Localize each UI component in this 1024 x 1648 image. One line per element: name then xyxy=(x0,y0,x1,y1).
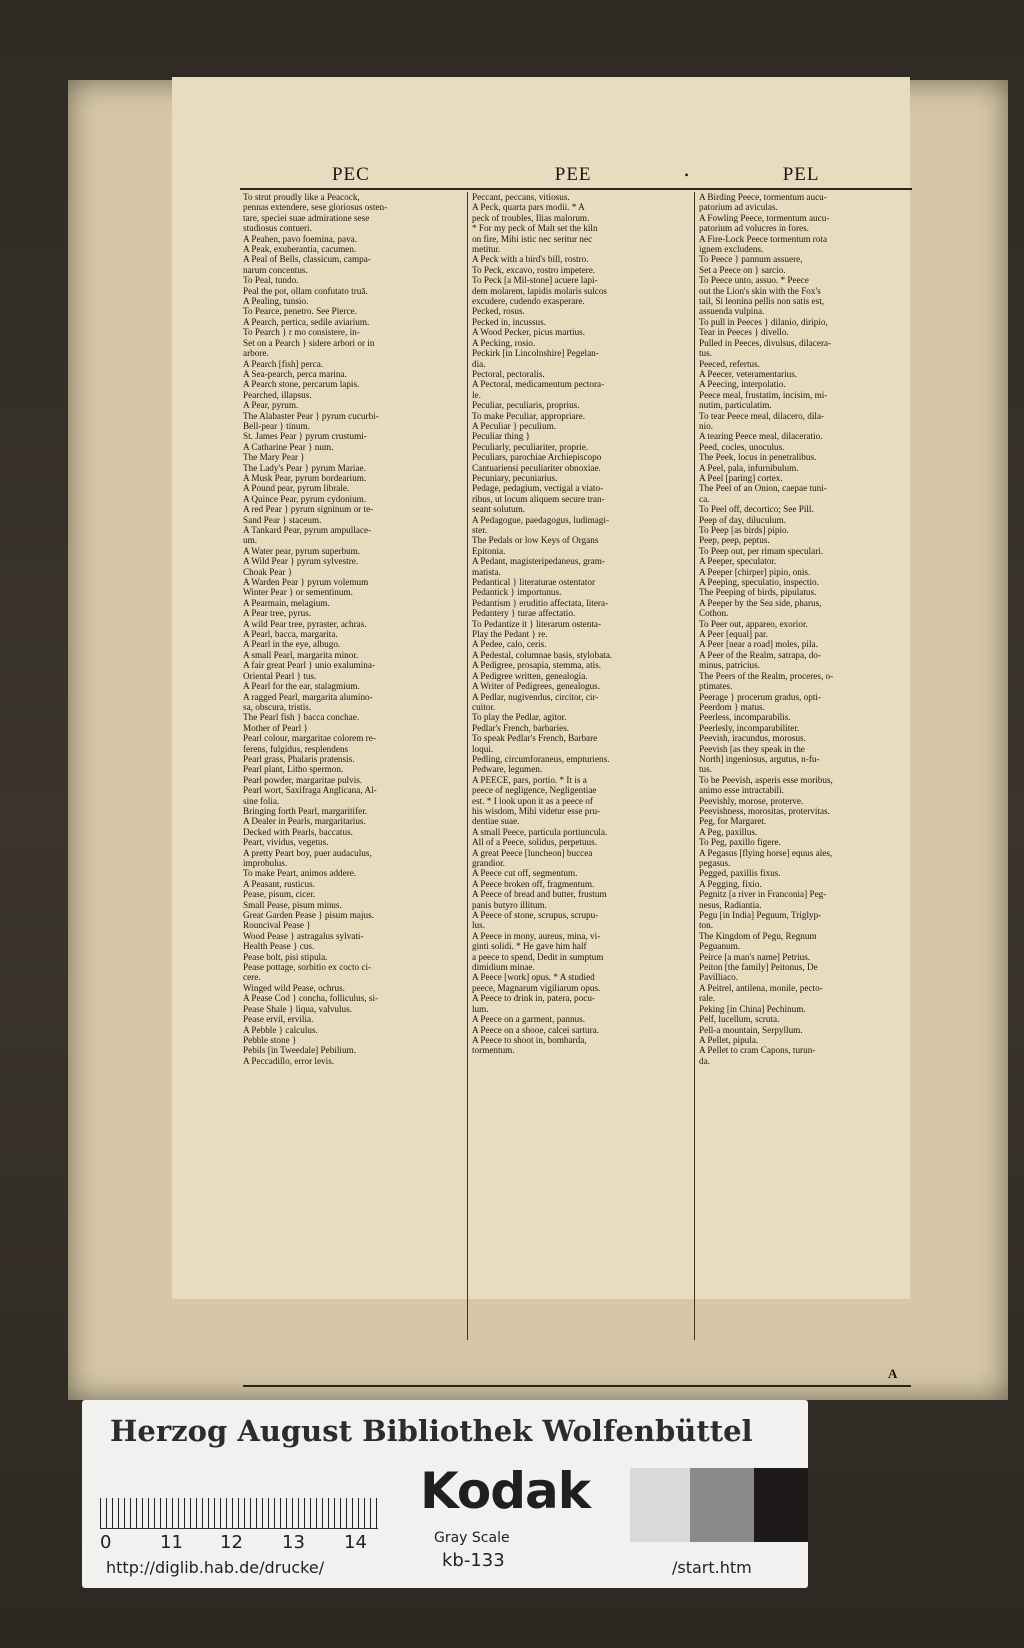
entry-line: patorium ad aviculas. xyxy=(699,202,778,213)
entry-line: A small Peece, particula portiuncula. xyxy=(472,826,608,837)
entry-line: A Peck with a bird's bill, rostro. xyxy=(472,254,589,265)
entry-line: lum. xyxy=(472,1003,489,1014)
calibration-card xyxy=(82,1400,808,1588)
entry-line: excudere, cudendo exasperare. xyxy=(472,296,585,307)
entry-line: A Pectoral, medicamentum pectora- xyxy=(472,379,605,390)
entry-line: dia. xyxy=(472,358,486,369)
entry-line: The Mary Pear } xyxy=(243,452,305,463)
entry-line: Pecked in, incussus. xyxy=(472,316,547,327)
entry-line: tare, speciei suae admiratione sese xyxy=(243,212,370,223)
entry-line: A Peculiar } peculium. xyxy=(472,420,557,431)
entry-line: Pedantery } turae affectatio. xyxy=(472,608,576,619)
entry-line: A Peece to drink in, patera, pocu- xyxy=(472,993,595,1004)
entry-line: improbulus. xyxy=(243,858,288,868)
entry-line: A Peece cut off, segmentum. xyxy=(472,868,578,879)
header-mark: • xyxy=(684,167,690,182)
entry-line: To Peer out, appareo, exorior. xyxy=(699,618,808,629)
entry-line: Peking [in China] Pechinum. xyxy=(699,1003,806,1014)
entry-line: A Pellet to cram Capons, turun- xyxy=(699,1045,816,1056)
entry-line: A Pearl for the ear, stalagmium. xyxy=(243,681,360,692)
entry-line: A Sea-pearch, perca marina. xyxy=(243,368,347,379)
entry-line: A Peel [paring] cortex. xyxy=(699,472,783,483)
entry-line: minus, patricius. xyxy=(699,660,760,671)
entry-line: A Pedlar, nugivendus, circitor, cir- xyxy=(472,691,599,702)
entry-line: dimidium minae. xyxy=(472,962,535,973)
entry-line: To Peece unto, assuo. * Peece xyxy=(699,275,809,286)
entry-line: panis butyro illitum. xyxy=(472,899,547,910)
entry-line: Pearl wort, Saxifraga Anglicana, Al- xyxy=(243,785,377,796)
entry-line: To Pearch } r mo consistere, in- xyxy=(243,327,360,338)
entry-line: Peerage } procerum gradus, opti- xyxy=(699,691,822,702)
entry-line: A wild Pear tree, pyraster, achras. xyxy=(243,618,367,629)
entry-line: To Peal, tundo. xyxy=(243,275,299,286)
ruler-number: 13 xyxy=(282,1532,305,1553)
entry-line: Pedantick } importunus. xyxy=(472,587,562,598)
item-code: kb-133 xyxy=(442,1550,505,1571)
entry-line: A Tankard Pear, pyrum ampullace- xyxy=(243,525,372,535)
entry-line: A Pearl in the eye, albugo. xyxy=(243,639,341,650)
entry-line: Pease Shale } liqua, valvulus. xyxy=(243,1003,353,1014)
entry-line: ginti solidi. * He gave him half xyxy=(472,941,587,952)
url-left: http://diglib.hab.de/drucke/ xyxy=(106,1558,325,1577)
entry-line: ribus, ut locum aliquem secure tran- xyxy=(472,493,605,504)
entry-line: Bell-pear } tinum. xyxy=(243,420,310,431)
entry-line: A Peece [work] opus. * A studied xyxy=(472,972,595,983)
entry-line: Peece meal, frustatim, incisim, mi- xyxy=(699,389,828,400)
entry-line: The Pearl fish } bacca conchae. xyxy=(243,712,360,723)
entry-line: A Fowling Peece, tormentum aucu- xyxy=(699,212,830,223)
entry-line: Choak Pear } xyxy=(243,566,293,577)
entry-line: seant solutum. xyxy=(472,504,526,515)
entry-line: A Musk Pear, pyrum bordearium. xyxy=(243,472,367,483)
entry-line: To Peck, excavo, rostro impetere. xyxy=(472,264,596,275)
entry-line: To Pedantize it } literarum ostenta- xyxy=(472,618,602,629)
entry-line: A Water pear, pyrum superbum. xyxy=(243,545,361,556)
entry-line: To Peel off, decortico; See Pill. xyxy=(699,504,814,515)
entry-line: Play the Pedant } re. xyxy=(472,629,548,640)
entry-line: grandior. xyxy=(472,858,505,868)
entry-line: Pedlar's French, barbaries. xyxy=(472,722,570,733)
entry-line: matista. xyxy=(472,566,501,577)
entry-line: A Peal of Bells, classicum, campa- xyxy=(243,254,371,265)
entry-line: Pease, pisum, cicer. xyxy=(243,889,316,900)
entry-line: Set on a Pearch } sidere arbori or in xyxy=(243,337,375,348)
entry-line: Pegged, paxillis fixus. xyxy=(699,868,781,879)
entry-line: A Fire-Lock Peece tormentum rota xyxy=(699,233,828,244)
entry-line: A Warden Pear } pyrum volemum xyxy=(243,577,369,588)
entry-line: Pedware, legumen. xyxy=(472,764,543,775)
entry-line: St. James Pear } pyrum crustumi- xyxy=(243,431,367,442)
entry-line: * For my peck of Malt set the kiln xyxy=(472,223,598,234)
entry-line: Peculiar, peculiaris, proprius. xyxy=(472,400,580,411)
entry-line: Mother of Pearl } xyxy=(243,722,308,733)
entry-line: The Peek, locus in penetralibus. xyxy=(699,452,817,463)
entry-line: A Peeper [chirper] pipio, onis. xyxy=(699,566,811,577)
entry-line: A Peg, paxillus. xyxy=(699,826,758,837)
entry-line: tormentum. xyxy=(472,1045,515,1056)
bottom-rule xyxy=(243,1385,911,1387)
entry-line: Set a Peece on } sarcio. xyxy=(699,264,786,275)
entry-line: A Catharine Pear } num. xyxy=(243,441,334,452)
entry-line: A Peeper by the Sea side, pharus, xyxy=(699,597,822,608)
entry-line: le. xyxy=(472,389,481,400)
entry-line: A great Peece [luncheon] buccea xyxy=(472,847,593,858)
entry-line: The Peeping of birds, pipulatus. xyxy=(699,587,817,598)
entry-line: A Pedagogue, paedagogus, ludimagi- xyxy=(472,514,610,525)
entry-line: A Peer [near a road] moles, pila. xyxy=(699,639,818,650)
entry-line: A Pedestal, columnae basis, stylobata. xyxy=(472,649,613,660)
entry-line: cere. xyxy=(243,972,261,983)
entry-line: Pedling, circumforaneus, empturiens. xyxy=(472,753,610,764)
entry-line: Small Pease, pisum minus. xyxy=(243,899,342,910)
entry-line: nutim, particulatim. xyxy=(699,400,772,411)
entry-line: A Peeper, speculator. xyxy=(699,556,777,567)
entry-line: Tear in Peeces } divello. xyxy=(699,327,789,338)
entry-line: A Peak, exuberantia, cacumen. xyxy=(243,244,357,255)
entry-line: Pearl powder, margaritae pulvis. xyxy=(243,774,363,785)
entry-line: A Pear tree, pyrus. xyxy=(243,608,312,619)
entry-line: Peevishly, morose, proterve. xyxy=(699,795,804,806)
entry-line: Peerless, incomparabilis. xyxy=(699,712,791,723)
entry-line: Pecuniary, pecuniarius. xyxy=(472,472,558,483)
entry-line: tail, Si leonina pellis non satis est, xyxy=(699,296,825,307)
gray-patch-light xyxy=(630,1468,690,1542)
entry-line: To Peg, paxillo figere. xyxy=(699,837,781,848)
entry-line: Peal the pot, ollam confutato truā. xyxy=(243,285,368,296)
entry-line: Pedantism } eruditio affectata, litera- xyxy=(472,597,609,608)
entry-line: To speak Pedlar's French, Barbare xyxy=(472,733,598,744)
entry-line: A Peece in mony, aureus, mina, vi- xyxy=(472,930,601,941)
entry-line: A red Pear } pyrum signinum or te- xyxy=(243,504,374,515)
entry-line: Cothon. xyxy=(699,608,729,619)
entry-line: narum concentus. xyxy=(243,264,308,275)
entry-line: Sand Pear } staceum. xyxy=(243,514,322,525)
entry-line: A Writer of Pedigrees, genealogus. xyxy=(472,681,601,692)
entry-line: Pease pottage, sorbitio ex cocto ci- xyxy=(243,962,372,973)
entry-line: assuenda vulpina. xyxy=(699,306,765,317)
entry-line: Peerlesly, incomparabiliter. xyxy=(699,722,800,733)
header-center: PEE xyxy=(554,164,592,185)
entry-line: A Pearmain, melagium. xyxy=(243,597,330,608)
entry-line: Peed, cocles, unoculus. xyxy=(699,441,785,452)
signature-mark: A xyxy=(888,1366,898,1381)
entry-line: A Peece of bread and butter, frustum xyxy=(472,889,607,900)
entry-line: Peculiar thing } xyxy=(472,431,530,442)
entry-line: A Pealing, tunsio. xyxy=(243,296,309,307)
library-title: Herzog August Bibliothek Wolfenbüttel xyxy=(110,1414,753,1448)
gray-patch-mid xyxy=(690,1468,754,1542)
entry-line: Peculiars, parochiae Archiepiscopo xyxy=(472,452,602,463)
entry-line: Pease bolt, pisi stipula. xyxy=(243,951,328,962)
entry-line: A Pearl, bacca, margarita. xyxy=(243,629,338,640)
entry-line: A Pedigree, prosapia, stemma, atis. xyxy=(472,660,602,671)
entry-line: Winged wild Pease, ochrus. xyxy=(243,982,345,993)
entry-line: A Peccadillo, error levis. xyxy=(243,1055,335,1066)
running-header xyxy=(240,162,912,190)
entry-line: Pedage, pedagium, vectigal a viato- xyxy=(472,483,604,494)
entry-line: Pulled in Peeces, divulsus, dilacera- xyxy=(699,337,832,348)
dictionary-column-1 xyxy=(243,192,461,1340)
dictionary-column-2 xyxy=(467,192,686,1340)
entry-line: A Pebble } calculus. xyxy=(243,1024,318,1035)
entry-line: A tearing Peece meal, dilaceratio. xyxy=(699,431,823,442)
entry-line: To Peece } pannum assuere, xyxy=(699,254,803,265)
entry-line: A Wood Pecker, picus martius. xyxy=(472,327,586,338)
entry-line: Peep of day, diluculum. xyxy=(699,514,786,525)
entry-line: Peevish, iracundus, morosus. xyxy=(699,733,806,744)
entry-line: A Peck, quarta pars modii. * A xyxy=(472,202,585,213)
entry-line: Peguanum. xyxy=(699,941,741,952)
measurement-ruler xyxy=(100,1498,378,1529)
entry-line: A Pear, pyrum. xyxy=(243,400,299,411)
entry-line: Pearl colour, margaritae colorem re- xyxy=(243,733,376,744)
entry-line: North] ingeniosus, argutus, n-fu- xyxy=(699,753,820,764)
entry-line: A Peasant, rusticus. xyxy=(243,878,315,889)
entry-line: Peevish [as they speak in the xyxy=(699,743,805,754)
url-right: /start.htm xyxy=(672,1558,752,1577)
entry-line: sine folia. xyxy=(243,795,280,806)
entry-line: To Peep out, per rimam speculari. xyxy=(699,545,824,556)
entry-line: Wood Pease } astragalus sylvati- xyxy=(243,930,364,941)
entry-line: A Peece on a garment, pannus. xyxy=(472,1014,586,1025)
entry-line: A fair great Pearl } unio exalumina- xyxy=(243,660,375,671)
entry-line: A Pearch, pertica, sedile aviarium. xyxy=(243,316,370,327)
entry-line: out the Lion's skin with the Fox's xyxy=(699,285,821,296)
entry-line: A Pegasus [flying horse] equus ales, xyxy=(699,847,833,858)
entry-line: loqui. xyxy=(472,743,494,754)
entry-line: A PEECE, pars, portio. * It is a xyxy=(472,774,587,785)
entry-line: Decked with Pearls, baccatus. xyxy=(243,826,353,837)
entry-line: A Peer [equal] par. xyxy=(699,629,768,640)
entry-line: A Pedee, calo, ceris. xyxy=(472,639,547,650)
entry-line: Pegu [in India] Peguum, Triglyp- xyxy=(699,910,822,921)
entry-line: on fire, Mihi istic nec seritur nec xyxy=(472,233,593,244)
entry-line: A Pellet, pipula. xyxy=(699,1034,759,1045)
entry-line: Peg, for Margaret. xyxy=(699,816,767,827)
ruler-number: 11 xyxy=(160,1532,183,1553)
entry-line: dentiae suae. xyxy=(472,816,520,827)
entry-line: rale. xyxy=(699,993,716,1004)
entry-line: nio. xyxy=(699,420,714,431)
entry-line: tus. xyxy=(699,764,713,775)
entry-line: animo esse intractabili. xyxy=(699,785,784,796)
entry-line: Peculiarly, peculiariter, proprie. xyxy=(472,441,589,452)
entry-line: To strut proudly like a Peacock, xyxy=(243,192,360,202)
entry-line: A Peece broken off, fragmentum. xyxy=(472,878,595,889)
ruler-number: 0 xyxy=(100,1532,112,1553)
entry-line: To make Peart, animos addere. xyxy=(243,868,357,879)
entry-line: Peiton [the family] Peitonus, De xyxy=(699,962,818,973)
entry-line: cuitor. xyxy=(472,701,496,712)
entry-line: Pearched, illapsus. xyxy=(243,389,312,400)
entry-line: Peart, vividus, vegetus. xyxy=(243,837,329,848)
entry-line: A Pease Cod } concha, folliculus, si- xyxy=(243,993,379,1004)
entry-line: ferens, fulgidus, resplendens xyxy=(243,743,349,754)
entry-line: To Peck [a Mil-stone] acuere lapi- xyxy=(472,275,598,286)
entry-line: To be Peevish, asperis esse moribus, xyxy=(699,774,833,785)
entry-line: The Pedals or low Keys of Organs xyxy=(472,535,599,546)
gray-patch-dark xyxy=(754,1468,808,1542)
entry-line: The Alabaster Pear } pyrum cucurbi- xyxy=(243,410,379,421)
entry-line: A Peece of stone, scrupus, scrupu- xyxy=(472,910,599,921)
entry-line: To play the Pedlar, agitor. xyxy=(472,712,567,723)
entry-line: pegasus. xyxy=(699,858,731,868)
entry-line: Pedantical } literaturae ostentator xyxy=(472,577,596,588)
entry-line: Peevishness, morositas, protervitas. xyxy=(699,805,830,816)
entry-line: The Peel of an Onion, caepae tuni- xyxy=(699,483,827,494)
entry-line: Pearl plant, Litho spermon. xyxy=(243,764,344,775)
entry-line: peece, Magnarum vigiliarum opus. xyxy=(472,982,601,993)
entry-line: Oriental Pearl } tus. xyxy=(243,670,317,681)
entry-line: Winter Pear } or sementinum. xyxy=(243,587,353,598)
entry-line: Pearl grass, Phalaris pratensis. xyxy=(243,753,355,764)
entry-line: A Peeping, speculatio, inspectio. xyxy=(699,577,819,588)
entry-line: studiosus contueri. xyxy=(243,223,312,234)
entry-line: A Peece to shoot in, bombarda, xyxy=(472,1034,587,1045)
header-left: PEC xyxy=(331,164,370,185)
entry-line: Pease ervil, ervilia. xyxy=(243,1014,314,1025)
entry-line: metitur. xyxy=(472,244,501,255)
entry-line: Bringing forth Pearl, margaritifer. xyxy=(243,805,368,816)
entry-line: A Pecking, rosio. xyxy=(472,337,536,348)
entry-line: To pull in Peeces } dilanio, diripio, xyxy=(699,316,828,327)
entry-line: A Pedigree written, genealogia. xyxy=(472,670,588,681)
entry-line: peece of negligence, Negligentiae xyxy=(472,785,597,796)
entry-line: tus. xyxy=(699,348,713,359)
entry-line: Peeced, refertus. xyxy=(699,358,760,369)
entry-line: To Peep [as birds] pipio. xyxy=(699,525,789,535)
entry-line: Great Garden Pease } pisum majus. xyxy=(243,910,374,921)
entry-line: peck of troubles, Ilias malorum. xyxy=(472,212,590,223)
entry-line: Cantuariensi peculiariter obnoxiae. xyxy=(472,462,601,473)
entry-line: A Quince Pear, pyrum cydonium. xyxy=(243,493,367,504)
entry-line: nesus, Radiantia. xyxy=(699,899,762,910)
entry-line: A ragged Pearl, margarita alumino- xyxy=(243,691,373,702)
entry-line: Peep, peep, peptus. xyxy=(699,535,770,546)
entry-line: The Lady's Pear } pyrum Mariae. xyxy=(243,462,366,473)
entry-line: ton. xyxy=(699,920,714,931)
entry-line: A Pearch stone, percarum lapis. xyxy=(243,379,360,390)
entry-line: The Peers of the Realm, proceres, o- xyxy=(699,670,834,681)
entry-line: A Peahen, pavo foemina, pava. xyxy=(243,233,358,244)
entry-line: ptimates. xyxy=(699,681,733,692)
entry-line: Pegnitz [a river in Franconia] Peg- xyxy=(699,889,827,900)
entry-line: Peccant, peccans, vitiosus. xyxy=(472,192,570,202)
entry-line: A Birding Peece, tormentum aucu- xyxy=(699,192,827,202)
entry-line: A Wild Pear } pyrum sylvestre. xyxy=(243,556,359,567)
entry-line: To tear Peece meal, dilacero, dila- xyxy=(699,410,825,421)
entry-line: All of a Peece, solidus, perpetuus. xyxy=(472,837,598,848)
entry-line: To make Peculiar, appropriare. xyxy=(472,410,586,421)
entry-line: A Dealer in Pearls, margaritarius. xyxy=(243,816,366,827)
entry-line: Pebble stone } xyxy=(243,1034,297,1045)
entry-line: Pelf, lucellum, scruta. xyxy=(699,1014,780,1025)
entry-line: pennas extendere, sese gloriosus osten- xyxy=(243,202,388,213)
entry-line: A Peitrel, antilena, monile, pecto- xyxy=(699,982,823,993)
entry-line: A pretty Peart boy, puer audaculus, xyxy=(243,847,372,858)
gray-scale-label: Gray Scale xyxy=(434,1530,510,1546)
entry-line: Epitonia. xyxy=(472,545,506,556)
entry-line: Peckirk [in Lincolnshire] Pegelan- xyxy=(472,348,599,359)
kodak-logo: Kodak xyxy=(420,1462,590,1520)
entry-line: Pavilliaco. xyxy=(699,972,739,983)
entry-line: ignem excludens. xyxy=(699,244,764,255)
entry-line: A Pearch [fish] perca. xyxy=(243,358,324,369)
entry-line: um. xyxy=(243,535,258,546)
entry-line: ster. xyxy=(472,525,488,535)
entry-line: ca. xyxy=(699,493,710,504)
entry-line: A Pedant, magisteripedaneus, gram- xyxy=(472,556,605,567)
entry-line: Pecked, rosus. xyxy=(472,306,525,317)
entry-line: Peerdom } matus. xyxy=(699,701,765,712)
entry-line: A Pound pear, pyrum librale. xyxy=(243,483,350,494)
entry-line: A Pegging, fixio. xyxy=(699,878,762,889)
entry-line: da. xyxy=(699,1055,710,1066)
entry-line: To Pearce, penetro. See Pierce. xyxy=(243,306,357,317)
dictionary-column-3 xyxy=(694,192,913,1340)
entry-line: Pebils [in Tweedale] Pebilium. xyxy=(243,1045,356,1056)
entry-line: arbore. xyxy=(243,348,269,359)
entry-line: a peece to spend, Dedit in sumptum xyxy=(472,951,604,962)
entry-line: A small Pearl, margarita minor. xyxy=(243,649,359,660)
entry-line: Health Pease } cus. xyxy=(243,941,315,952)
ruler-number: 12 xyxy=(220,1532,243,1553)
ruler-number: 14 xyxy=(344,1532,367,1553)
entry-line: Peirce [a man's name] Petrius. xyxy=(699,951,811,962)
entry-line: A Peecer, veteramentarius. xyxy=(699,368,798,379)
entry-line: lus. xyxy=(472,920,486,931)
entry-line: A Peel, pala, infurnibulum. xyxy=(699,462,799,473)
entry-line: patorium ad volucres in fores. xyxy=(699,223,809,234)
entry-line: dem molarem, lapidis molaris sulcos xyxy=(472,285,607,296)
entry-line: est. * I look upon it as a peece of xyxy=(472,795,593,806)
entry-line: The Kingdom of Pegu, Regnum xyxy=(699,930,817,941)
entry-line: A Peecing, interpolatio. xyxy=(699,379,786,390)
entry-line: Pell-a mountain, Serpyllum. xyxy=(699,1024,803,1035)
entry-line: his wisdom, Mihi videtur esse pru- xyxy=(472,805,601,816)
entry-line: sa, obscura, tristis. xyxy=(243,701,312,712)
entry-line: A Peece on a shooe, calcei sartura. xyxy=(472,1024,600,1035)
entry-line: A Peer of the Realm, satrapa, do- xyxy=(699,649,821,660)
header-right: PEL xyxy=(782,164,820,185)
entry-line: Pectoral, pectoralis. xyxy=(472,368,545,379)
entry-line: Rouncival Pease } xyxy=(243,920,311,931)
